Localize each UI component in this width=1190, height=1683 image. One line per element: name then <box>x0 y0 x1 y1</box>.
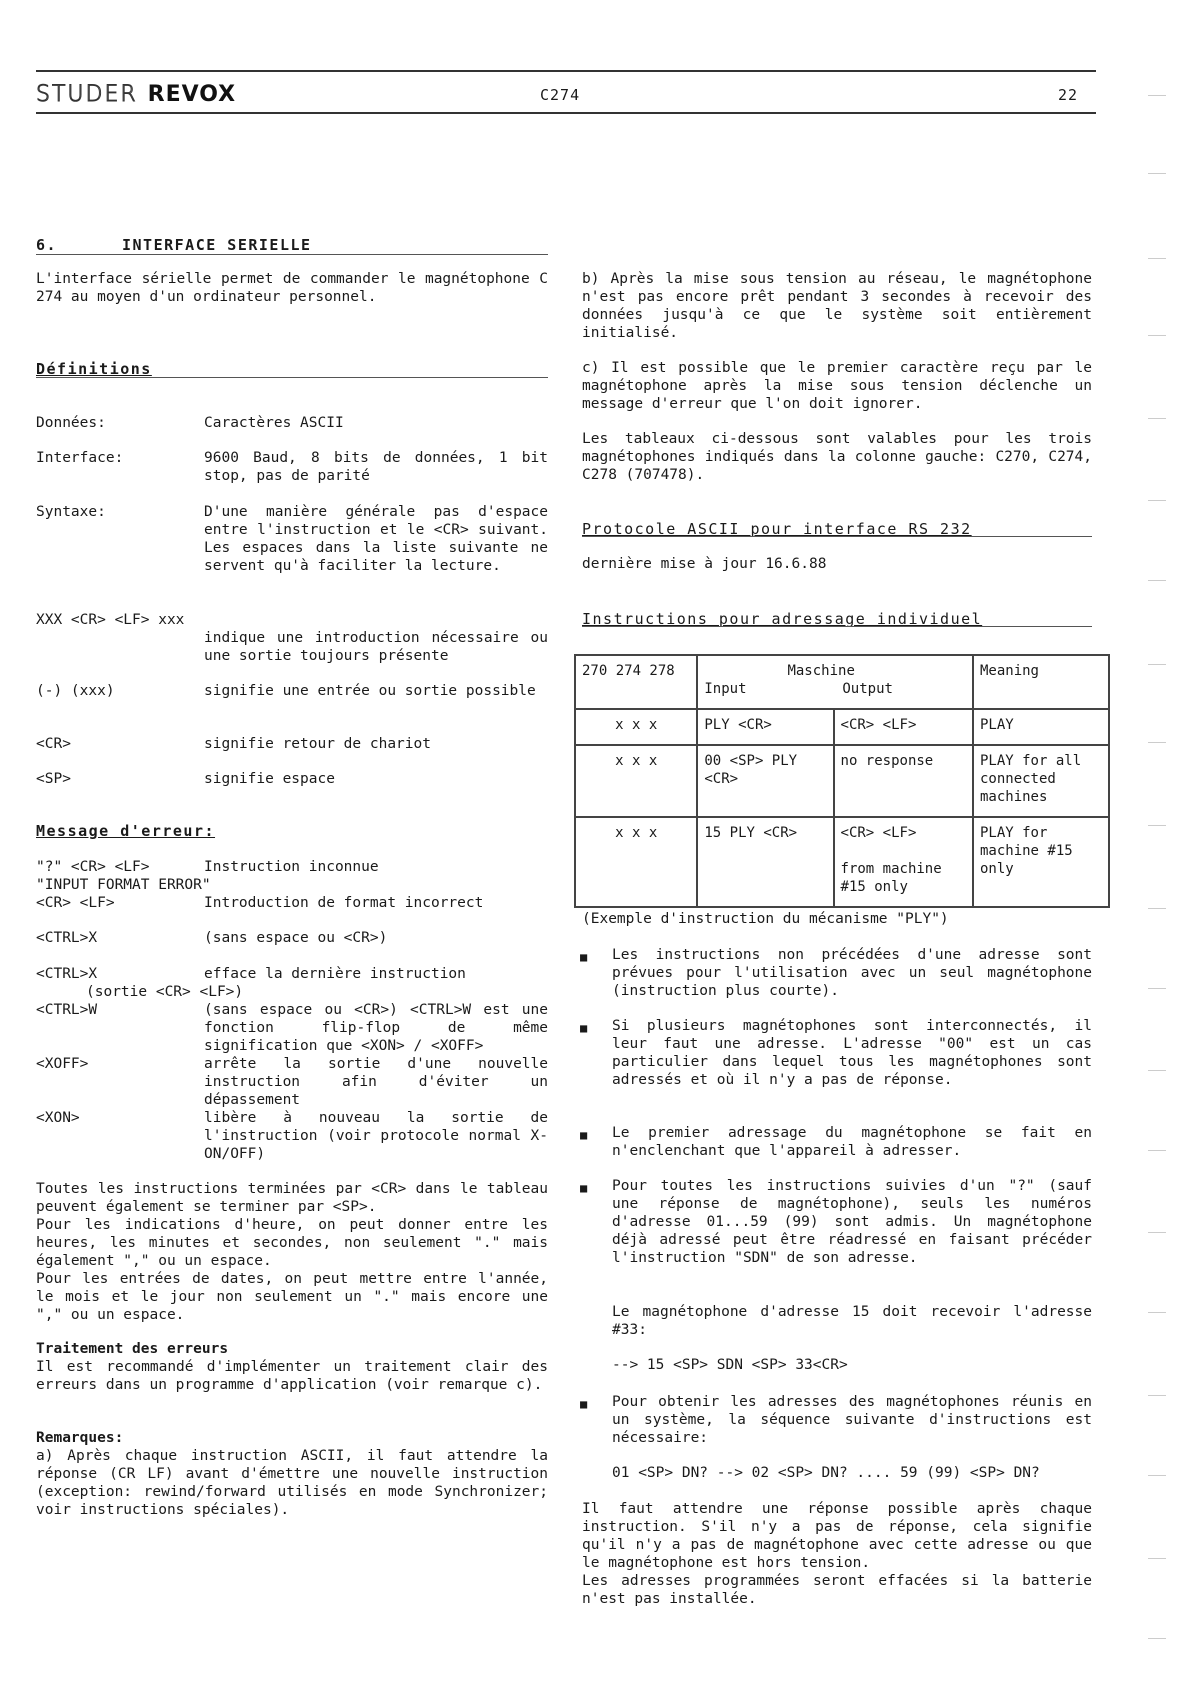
error-desc: (sans espace ou <CR>) <CTRL>W est une fonction flip-flop de même signification que <XON> / <XOFF> <box>204 1002 548 1054</box>
error-desc: Instruction inconnue <box>204 859 379 875</box>
bullet-item: Pour obtenir les adresses des magnétophones réunis en un système, la séquence suivante d'instructions est nécessaire: <box>612 1394 1092 1446</box>
cell-meaning: PLAY for all connected machines <box>973 745 1109 817</box>
individual-heading: Instructions pour adressage individuel <box>582 610 983 628</box>
table-row <box>575 709 1109 745</box>
cell-output-note: from machine #15 only <box>840 861 942 895</box>
brand-logo <box>36 82 236 107</box>
error-term: "?" <CR> <LF> <box>36 859 150 875</box>
error-desc: (sortie <CR> <LF>) <box>86 984 244 1000</box>
paragraph-terminated: Toutes les instructions terminées par <CR> dans le tableau peuvent également se terminer par <SP>. <box>36 1181 548 1215</box>
error-desc: arrête la sortie d'une nouvelle instruction afin d'éviter un dépassement <box>204 1056 548 1108</box>
table-row <box>575 745 1109 817</box>
example-intro: Le magnétophone d'adresse 15 doit recevoir l'adresse #33: <box>612 1304 1092 1338</box>
closing-note: Les adresses programmées seront effacées si la batterie n'est pas installée. <box>582 1573 1092 1607</box>
bullet-icon: ■ <box>580 1181 588 1195</box>
table-row <box>575 817 1109 907</box>
error-desc: libère à nouveau la sortie de l'instruction (voir protocole normal X-ON/OFF) <box>204 1110 548 1162</box>
error-desc: Introduction de format incorrect <box>204 895 484 911</box>
def-desc: signifie retour de chariot <box>204 736 431 752</box>
def-term: Syntaxe: <box>36 504 106 520</box>
intro-paragraph: L'interface sérielle permet de commander le magnétophone C 274 au moyen d'un ordinateur personnel. <box>36 271 548 305</box>
bullet-item: Les instructions non précédées d'une adresse sont prévues pour l'utilisation avec un seul magnétophone (instruction plus courte). <box>612 947 1092 999</box>
protocol-rule <box>582 536 1092 537</box>
def-desc: D'une manière générale pas d'espace entre l'instruction et le <CR> suivant. Les espaces dans la liste suivante ne servent qu'à faciliter la lecture. <box>204 504 548 574</box>
cell-meaning: PLAY for machine #15 only <box>973 817 1109 907</box>
cell-output-main: <CR> <LF> <box>840 825 917 841</box>
def-desc: 9600 Baud, 8 bits de données, 1 bit stop, pas de parité <box>204 450 548 484</box>
example-command: --> 15 <SP> SDN <SP> 33<CR> <box>612 1357 848 1373</box>
table-caption: (Exemple d'instruction du mécanisme "PLY") <box>582 911 949 927</box>
remarks-heading: Remarques: <box>36 1430 124 1446</box>
cell-input: PLY <CR> <box>697 709 833 745</box>
tables-note: Les tableaux ci-dessous sont valables pour les trois magnétophones indiqués dans la colonne gauche: C270, C274, C278 (707478). <box>582 431 1092 483</box>
error-desc: (sans espace ou <CR>) <box>204 930 388 946</box>
model-label: C274 <box>540 86 581 104</box>
errhandling-text: Il est recommandé d'implémenter un traitement clair des erreurs dans un programme d'application (voir remarque c). <box>36 1359 548 1393</box>
cell-output: <CR> <LF> <box>834 709 973 745</box>
cell-output: no response <box>834 745 973 817</box>
def-desc: signifie espace <box>204 771 335 787</box>
brand-revox: REVOX <box>147 82 237 107</box>
error-term: <XOFF> <box>36 1056 89 1072</box>
definitions-heading: Définitions <box>36 360 152 378</box>
header-input: Input <box>704 681 747 697</box>
header-maschine-label: Maschine <box>787 663 855 679</box>
paragraph-date: Pour les entrées de dates, on peut mettre entre l'année, le mois et le jour non seulement un "." mais encore une "," ou un espace. <box>36 1271 548 1323</box>
def-term: (-) (xxx) <box>36 683 115 699</box>
closing-paragraph: Il faut attendre une réponse possible après chaque instruction. S'il n'y a pas de réponse, cela signifie qu'il n'y a pas de magnétophone avec cette adresse ou que le magnétophone est hors tension. <box>582 1501 1092 1571</box>
header-top-rule <box>36 70 1096 72</box>
bullet-item: Si plusieurs magnétophones sont interconnectés, il leur faut une adresse. L'adresse "00" est un cas particulier dans lequel tous les magnétophones sont adressés et où il n'y a pas de réponse. <box>612 1018 1092 1088</box>
def-desc: Caractères ASCII <box>204 415 344 431</box>
error-term: <CTRL>X <box>36 930 98 946</box>
error-desc: efface la dernière instruction <box>204 966 466 982</box>
definitions-rule <box>36 377 548 378</box>
brand-studer: STUDER <box>36 82 138 107</box>
section-title: INTERFACE SERIELLE <box>122 236 312 254</box>
bullet-icon: ■ <box>580 1021 588 1035</box>
bullet-item: Pour toutes les instructions suivies d'un "?" (sauf une réponse de magnétophone), seuls les numéros d'adresse 01...59 (99) sont admis. Un magnétophone déjà adressé peut être réadressé en faisant précéder l'instruction "SDN" de son adresse. <box>612 1178 1092 1266</box>
section-title-rule <box>36 254 548 255</box>
error-term: <CTRL>W <box>36 1002 98 1018</box>
def-desc: signifie une entrée ou sortie possible <box>204 683 536 699</box>
def-term: <CR> <box>36 736 71 752</box>
error-term: <CTRL>X <box>36 966 98 982</box>
cell-meaning: PLAY <box>973 709 1109 745</box>
bullet-item: Le premier adressage du magnétophone se fait en n'enclenchant que l'appareil à adresser. <box>612 1125 1092 1159</box>
remark-a: a) Après chaque instruction ASCII, il faut attendre la réponse (CR LF) avant d'émettre une nouvelle instruction (exception: rewind/forward utilisés en mode Synchronizer; voir instructions spéciales). <box>36 1448 548 1518</box>
table-header-row <box>575 655 1109 709</box>
error-term: <CR> <LF> <box>36 895 115 911</box>
cell-output <box>834 817 973 907</box>
errhandling-heading: Traitement des erreurs <box>36 1341 229 1357</box>
page-number: 22 <box>1058 86 1079 104</box>
header-output: Output <box>842 681 893 697</box>
def-term: Interface: <box>36 450 124 466</box>
def-term: XXX <CR> <LF> xxx <box>36 612 185 628</box>
protocol-heading: Protocole ASCII pour interface RS 232 <box>582 520 972 538</box>
cell-models: x x x <box>575 745 697 817</box>
cell-input: 15 PLY <CR> <box>697 817 833 907</box>
header-models: 270 274 278 <box>575 655 697 709</box>
section-number: 6. <box>36 236 58 254</box>
sequence-command: 01 <SP> DN? --> 02 <SP> DN? .... 59 (99) <SP> DN? <box>612 1465 1040 1481</box>
individual-rule <box>582 626 1092 627</box>
error-term: "INPUT FORMAT ERROR" <box>36 877 211 893</box>
error-heading: Message d'erreur: <box>36 822 216 840</box>
cell-models: x x x <box>575 817 697 907</box>
header-maschine <box>697 655 973 709</box>
paragraph-time: Pour les indications d'heure, on peut donner entre les heures, les minutes et secondes, non seulement "." mais également "," ou un espace. <box>36 1217 548 1269</box>
command-table <box>574 654 1110 908</box>
bullet-icon: ■ <box>580 1128 588 1142</box>
remark-c: c) Il est possible que le premier caractère reçu par le magnétophone après la mise sous tension déclenche un message d'erreur que l'on doit ignorer. <box>582 360 1092 412</box>
cell-input: 00 <SP> PLY <CR> <box>697 745 833 817</box>
header-meaning: Meaning <box>973 655 1109 709</box>
last-update: dernière mise à jour 16.6.88 <box>582 556 827 572</box>
remark-b: b) Après la mise sous tension au réseau, le magnétophone n'est pas encore prêt pendant 3 secondes à recevoir des données jusqu'à ce que le système soit entièrement initialisé. <box>582 271 1092 341</box>
bullet-icon: ■ <box>580 950 588 964</box>
def-term: <SP> <box>36 771 71 787</box>
bullet-icon: ■ <box>580 1397 588 1411</box>
def-term: Données: <box>36 415 106 431</box>
cell-models: x x x <box>575 709 697 745</box>
def-desc: indique une introduction nécessaire ou une sortie toujours présente <box>204 630 548 664</box>
error-term: <XON> <box>36 1110 80 1126</box>
header-bottom-rule <box>36 112 1096 114</box>
